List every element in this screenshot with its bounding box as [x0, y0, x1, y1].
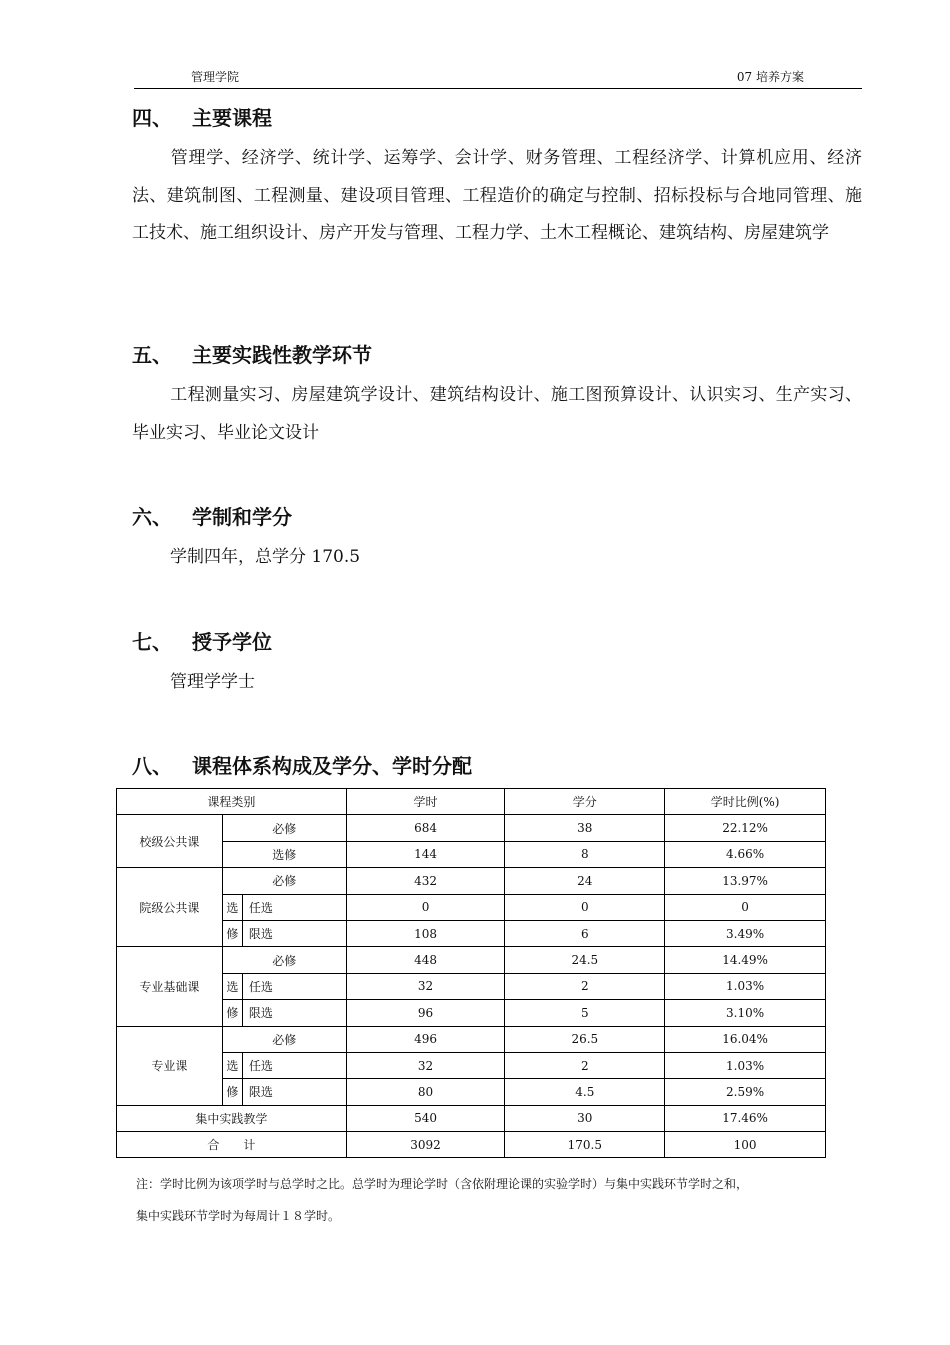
row-label: 任选: [242, 894, 346, 920]
credit-hours-table: [116, 788, 826, 1158]
row-label: 限选: [242, 1079, 346, 1105]
elective-char: 修: [222, 920, 242, 946]
cell-hours: 32: [346, 973, 505, 999]
cell-hours: 80: [346, 1079, 505, 1105]
section-6-text: 学制四年，总学分 170.5: [170, 547, 361, 567]
cell-ratio: 13.97%: [665, 868, 826, 894]
group-name: 校级公共课: [117, 815, 223, 868]
section-8-number: 八、: [132, 754, 172, 778]
elective-char: 选: [222, 1052, 242, 1078]
cell-credits: 8: [505, 841, 665, 867]
table-row-practice: [117, 1105, 826, 1131]
section-7-heading: [132, 626, 272, 655]
header-college: 管理学院: [191, 70, 240, 84]
row-label: 任选: [242, 973, 346, 999]
elective-char: 选: [222, 894, 242, 920]
section-4-body: [132, 140, 862, 253]
table-row: [117, 947, 826, 973]
section-8-title: 课程体系构成及学分、学时分配: [192, 754, 472, 778]
table-row-total: [117, 1132, 826, 1158]
cell-hours: 144: [346, 841, 505, 867]
table-row: [117, 1026, 826, 1052]
row-label: 限选: [242, 1000, 346, 1026]
section-5-text: 工程测量实习、房屋建筑学设计、建筑结构设计、施工图预算设计、认识实习、生产实习、毕业实习、毕业论文设计: [132, 385, 862, 443]
section-5-title: 主要实践性教学环节: [192, 343, 372, 367]
section-6-body: [132, 539, 862, 577]
elective-char: 修: [222, 1079, 242, 1105]
table-row: [117, 868, 826, 894]
page-header: [134, 68, 862, 89]
table-row: [117, 920, 826, 946]
cell-hours: 540: [346, 1105, 505, 1131]
cell-ratio: 1.03%: [665, 973, 826, 999]
header-hours: 学时: [346, 789, 505, 815]
cell-credits: 2: [505, 973, 665, 999]
cell-credits: 24.5: [505, 947, 665, 973]
table-note-line-1: 注：学时比例为该项学时与总学时之比。总学时为理论学时（含依附理论课的实验学时）与集中实践环节学时之和，: [136, 1177, 749, 1191]
cell-ratio: 14.49%: [665, 947, 826, 973]
cell-ratio: 3.10%: [665, 1000, 826, 1026]
header-ratio: 学时比例(%): [665, 789, 826, 815]
row-label: 必修: [222, 815, 346, 841]
cell-ratio: 17.46%: [665, 1105, 826, 1131]
cell-hours: 684: [346, 815, 505, 841]
section-4-title: 主要课程: [192, 106, 272, 130]
cell-ratio: 1.03%: [665, 1052, 826, 1078]
cell-hours: 96: [346, 1000, 505, 1026]
cell-hours: 3092: [346, 1132, 505, 1158]
elective-char: 选: [222, 973, 242, 999]
cell-ratio: 4.66%: [665, 841, 826, 867]
section-7-text: 管理学学士: [170, 672, 255, 692]
header-credits: 学分: [505, 789, 665, 815]
cell-credits: 24: [505, 868, 665, 894]
row-label: 必修: [222, 947, 346, 973]
table-row: [117, 894, 826, 920]
section-4-heading: [132, 102, 272, 131]
row-label: 合 计: [117, 1132, 347, 1158]
cell-ratio: 22.12%: [665, 815, 826, 841]
row-label: 任选: [242, 1052, 346, 1078]
cell-ratio: 2.59%: [665, 1079, 826, 1105]
cell-credits: 170.5: [505, 1132, 665, 1158]
cell-hours: 0: [346, 894, 505, 920]
cell-credits: 2: [505, 1052, 665, 1078]
header-plan: 07 培养方案: [736, 70, 804, 84]
group-name: 专业基础课: [117, 947, 223, 1026]
table-row: [117, 973, 826, 999]
elective-char: 修: [222, 1000, 242, 1026]
cell-ratio: 3.49%: [665, 920, 826, 946]
cell-ratio: 0: [665, 894, 826, 920]
section-7-title: 授予学位: [192, 630, 272, 654]
row-label: 限选: [242, 920, 346, 946]
table-row: [117, 1079, 826, 1105]
section-7-body: [132, 664, 862, 702]
header-category: 课程类别: [117, 789, 347, 815]
cell-credits: 5: [505, 1000, 665, 1026]
section-4-text: 管理学、经济学、统计学、运筹学、会计学、财务管理、工程经济学、计算机应用、经济法、建筑制图、工程测量、建设项目管理、工程造价的确定与控制、招标投标与合地同管理、施工技术、施工组织设计、房产开发与管理、工程力学、土木工程概论、建筑结构、房屋建筑学: [132, 148, 862, 243]
table-row: [117, 815, 826, 841]
section-7-number: 七、: [132, 630, 172, 654]
table-note-line-2: 集中实践环节学时为每周计１８学时。: [136, 1209, 341, 1223]
cell-credits: 26.5: [505, 1026, 665, 1052]
row-label: 必修: [222, 1026, 346, 1052]
section-6-number: 六、: [132, 505, 172, 529]
cell-hours: 32: [346, 1052, 505, 1078]
table-header-row: [117, 789, 826, 815]
section-5-heading: [132, 339, 372, 368]
section-6-heading: [132, 501, 292, 530]
group-name: 专业课: [117, 1026, 223, 1105]
cell-ratio: 16.04%: [665, 1026, 826, 1052]
cell-credits: 30: [505, 1105, 665, 1131]
row-label: 必修: [222, 868, 346, 894]
cell-credits: 0: [505, 894, 665, 920]
row-label: 集中实践教学: [117, 1105, 347, 1131]
table-row: [117, 841, 826, 867]
cell-ratio: 100: [665, 1132, 826, 1158]
cell-credits: 6: [505, 920, 665, 946]
cell-hours: 448: [346, 947, 505, 973]
cell-credits: 4.5: [505, 1079, 665, 1105]
section-4-number: 四、: [132, 106, 172, 130]
row-label: 选修: [222, 841, 346, 867]
section-5-body: [132, 377, 862, 452]
cell-hours: 496: [346, 1026, 505, 1052]
section-8-heading: [132, 750, 472, 779]
table-row: [117, 1052, 826, 1078]
cell-credits: 38: [505, 815, 665, 841]
section-6-title: 学制和学分: [192, 505, 292, 529]
table-row: [117, 1000, 826, 1026]
cell-hours: 108: [346, 920, 505, 946]
cell-hours: 432: [346, 868, 505, 894]
section-5-number: 五、: [132, 343, 172, 367]
group-name: 院级公共课: [117, 868, 223, 947]
